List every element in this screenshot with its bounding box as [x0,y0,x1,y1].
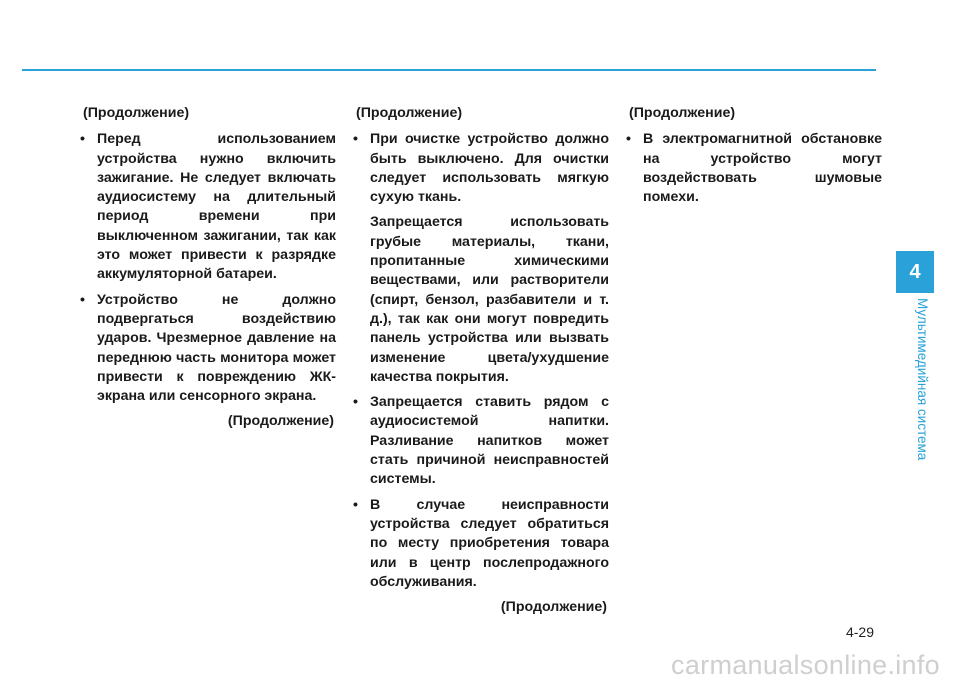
bullet-dot: • [353,394,358,411]
continued-heading: (Продолжение) [83,105,190,121]
continued-heading: (Продолжение) [629,105,736,121]
continued-heading: (Продолжение) [356,105,463,121]
column-3 [626,104,882,213]
page-number: 4-29 [845,624,874,640]
list-item [353,496,609,592]
list-item-text: Запрещается ставить рядом с аудиосистемой напитки. Разливание напитков может стать причиной неисправностей системы. [370,394,609,488]
chapter-title: Мультимедийная система [915,298,930,461]
list-item [80,291,336,407]
list-item-text: При очистке устройство должно быть выключено. Для очистки следует использовать мягкую сухую ткань. [370,131,609,206]
list-item [80,130,336,284]
list-item-text: Устройство не должно подвергаться воздействию ударов. Чрезмерное давление на переднюю часть монитора может привести к повреждению ЖК-экрана или сенсорного экрана. [97,291,336,405]
list-item-extra-text: Запрещается использовать грубые материалы, ткани, пропитанные химическими веществами, или растворители (спирт, бензол, разбавители и т. д.), так как они могут повредить панель устройства или вызвать изменение цвета/ухудшение качества покрытия. [370,214,609,385]
bullet-dot: • [80,291,85,308]
list-item [626,130,882,207]
top-rule [22,69,876,71]
bullet-dot: • [80,131,85,148]
chapter-number-tab: 4 [896,251,934,293]
watermark-text: carmanualsonline.info [671,650,940,680]
column-2 [353,104,609,617]
list-item [353,393,609,489]
list-item-text: В случае неисправности устройства следует обратиться по месту приобретения товара или в центр послепродажного обслуживания. [370,496,609,590]
continued-footer: (Продолжение) [227,413,334,430]
list-item-text: В электромагнитной обстановке на устройство могут воздействовать шумовые помехи. [643,131,882,206]
bullet-dot: • [353,131,358,148]
bullet-dot: • [626,131,631,148]
continued-footer: (Продолжение) [500,599,607,616]
list-item [353,130,609,207]
list-item-text: Перед использованием устройства нужно включить зажигание. Не следует включать аудиосистему на длительный период времени при выключенном зажигании, так как это может привести к разрядке аккумуляторной батареи. [97,131,336,283]
bullet-dot: • [353,496,358,513]
column-1 [80,104,336,432]
